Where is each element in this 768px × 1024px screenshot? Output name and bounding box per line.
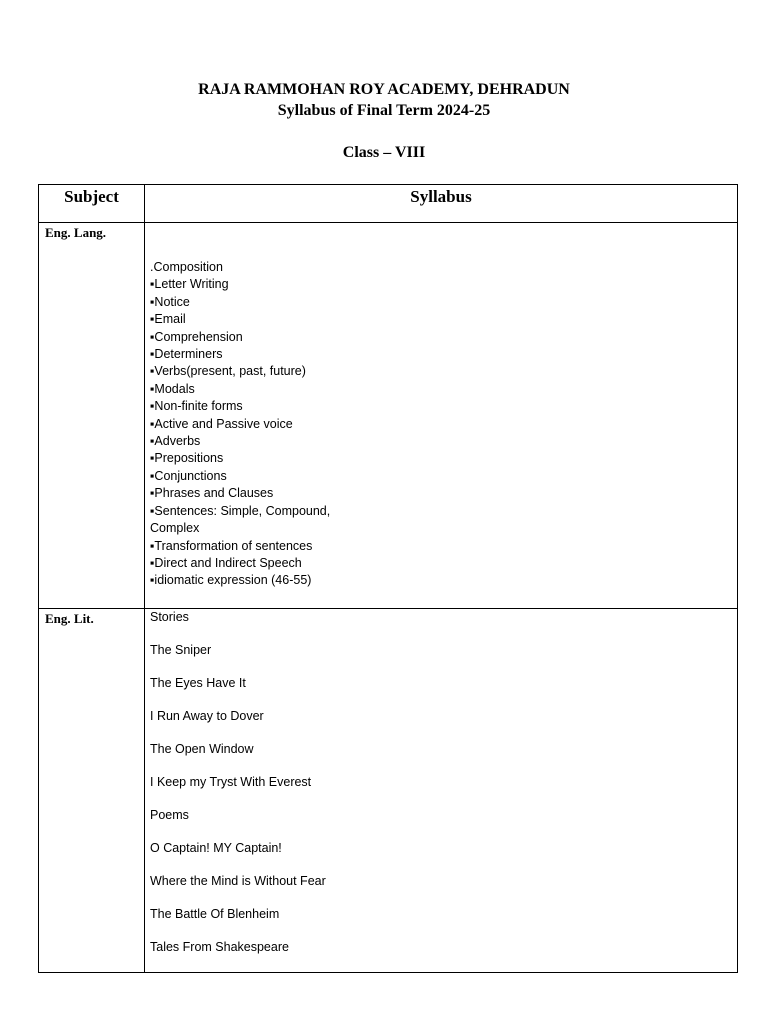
list-item: I Run Away to Dover [150,709,264,723]
list-item: I Keep my Tryst With Everest [150,775,312,789]
eng-lit-topic-list [150,609,737,956]
syllabus-cell [145,223,738,609]
list-item: The Eyes Have It [150,676,246,690]
syllabus-table [38,184,738,973]
syllabus-column-header: Syllabus [145,185,738,223]
list-item: ▪Email [150,312,186,327]
term-title: Syllabus of Final Term 2024-25 [277,102,491,119]
list-item: ▪Modals [150,381,195,396]
list-item: ▪Direct and Indirect Speech [150,555,302,570]
eng-lang-topic-list [150,223,340,590]
table-header-row [39,185,738,223]
list-item: ▪Prepositions [150,451,224,466]
list-item: ▪Conjunctions [150,468,227,483]
list-item: .Composition [150,260,223,274]
list-item: ▪Transformation of sentences [150,538,313,553]
table-row-eng-lang [39,223,738,609]
list-item: The Sniper [150,643,212,657]
list-item: ▪Active and Passive voice [150,416,293,431]
table-row-eng-lit [39,609,738,973]
list-item: Stories [150,610,189,624]
list-item: Where the Mind is Without Fear [150,874,326,888]
list-item: ▪Non-finite forms [150,399,243,414]
subject-cell: Eng. Lang. [39,223,145,609]
list-item: The Battle Of Blenheim [150,907,280,921]
list-item: ▪Notice [150,294,190,309]
school-title: RAJA RAMMOHAN ROY ACADEMY, DEHRADUN [198,81,570,98]
subject-column-header: Subject [39,185,145,223]
list-item: ▪Verbs(present, past, future) [150,364,306,379]
list-item: ▪Comprehension [150,329,243,344]
class-title: Class – VIII [342,144,426,161]
list-item: ▪Determiners [150,347,223,362]
list-item: The Open Window [150,742,254,756]
list-item: ▪Letter Writing [150,277,229,292]
list-item: ▪Sentences: Simple, Compound, Complex [150,503,331,536]
subject-cell: Eng. Lit. [39,609,145,973]
list-item: ▪Adverbs [150,434,201,449]
list-item: ▪Phrases and Clauses [150,486,274,501]
list-item: ▪idiomatic expression (46-55) [150,573,312,588]
list-item: Tales From Shakespeare [150,940,289,954]
syllabus-cell [145,609,738,973]
list-item: Poems [150,808,189,822]
list-item: O Captain! MY Captain! [150,841,282,855]
